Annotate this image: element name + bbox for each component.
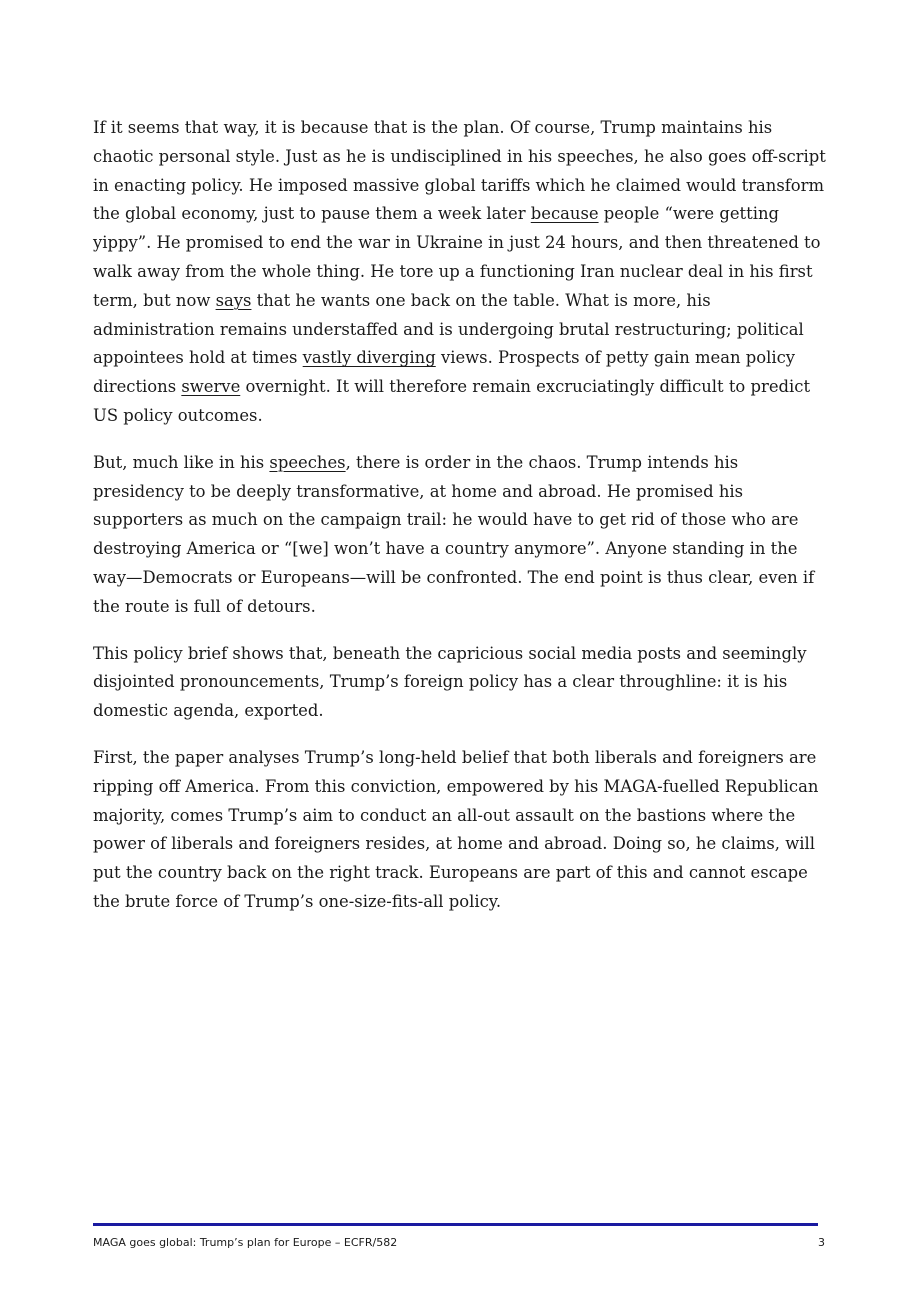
page-number: 3 bbox=[818, 1236, 825, 1249]
link-because[interactable]: because bbox=[530, 204, 599, 224]
link-vastly-diverging[interactable]: vastly diverging bbox=[302, 348, 436, 368]
text-run: But, much like in his bbox=[93, 452, 270, 472]
text-run: , there is order in the chaos. Trump intends his presidency to be deeply transformative, at home and abroad. He promised his supporters as much on the campaign trail: he would have to get rid of those who are destroying America or “[we] won’t have a country anymore”. Anyone standing in the way—Democrats or Europeans—will be confronted. The end point is thus clear, even if the route is full of detours. bbox=[93, 452, 815, 616]
text-run: that he wants one back on the table. What is more, his administration remains understaffed and is undergoing brutal restructuring; political appointees hold at times bbox=[93, 290, 804, 368]
footer-title: MAGA goes global: Trump’s plan for Europe – ECFR/582 bbox=[93, 1236, 398, 1249]
link-says[interactable]: says bbox=[215, 290, 252, 310]
article-body bbox=[93, 114, 828, 935]
text-run: people “were getting yippy”. He promised to end the war in Ukraine in just 24 hours, and then threatened to walk away from the whole thing. He tore up a functioning Iran nuclear deal in his first term, but now bbox=[93, 204, 821, 310]
text-run: If it seems that way, it is because that is the plan. Of course, Trump maintains his chaotic personal style. Just as he is undisciplined in his speeches, he also goes off-script in enacting policy. He imposed massive global tariffs which he claimed would transform the global economy, just to pause them a week later bbox=[93, 118, 826, 224]
link-speeches[interactable]: speeches bbox=[269, 452, 346, 472]
link-swerve[interactable]: swerve bbox=[181, 377, 241, 397]
footer-divider bbox=[93, 1223, 818, 1226]
paragraph-4: First, the paper analyses Trump’s long-held belief that both liberals and foreigners are ripping off America. From this conviction, empowered by his MAGA-fuelled Republican majority, comes Trump’s aim to conduct an all-out assault on the bastions where the power of liberals and foreigners resides, at home and abroad. Doing so, he claims, will put the country back on the right track. Europeans are part of this and cannot escape the brute force of Trump’s one-size-fits-all policy. bbox=[93, 747, 819, 911]
paragraph-2 bbox=[93, 449, 828, 622]
paragraph-1 bbox=[93, 114, 828, 431]
text-run: overnight. It will therefore remain excruciatingly difficult to predict US policy outcomes. bbox=[93, 377, 811, 425]
text-run: views. Prospects of petty gain mean policy directions bbox=[93, 348, 796, 397]
paragraph-3: This policy brief shows that, beneath the capricious social media posts and seemingly disjointed pronouncements, Trump’s foreign policy has a clear throughline: it is his domestic agenda, exported. bbox=[93, 643, 807, 721]
